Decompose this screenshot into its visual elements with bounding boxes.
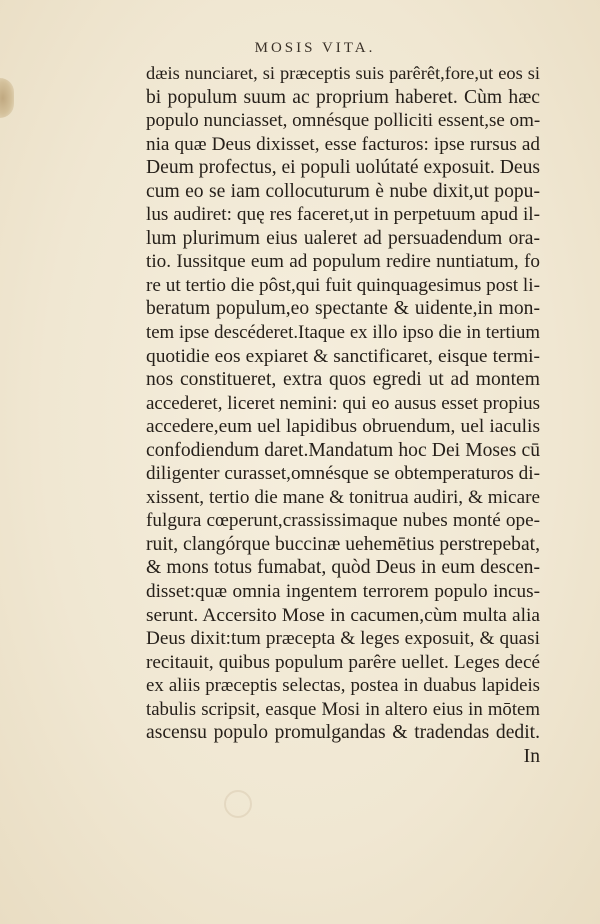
text-line: nia quæ Deus dixisset, esse facturos: ipse rursus ad xyxy=(146,133,540,155)
text-line: beratum populum,eo spectante & uidente,in mon- xyxy=(146,298,540,320)
text-line: confodiendum daret.Mandatum hoc Dei Moses cū xyxy=(146,439,540,461)
text-line: xissent, tertio die mane & tonitrua audiri, & micare xyxy=(146,486,540,508)
text-line: Deum profectus, ei populi uolútaté exposuit. Deus xyxy=(146,157,540,179)
text-line: & mons totus fumabat, quòd Deus in eum descen- xyxy=(146,557,540,579)
text-line: tabulis scripsit, easque Mosi in altero eius in mōtem xyxy=(146,698,540,720)
text-block xyxy=(146,62,540,769)
text-line: ruit, clangórque buccinæ uehemētius perstrepebat, xyxy=(146,533,540,555)
text-line: ascensu populo promulgandas & tradendas dedit. xyxy=(146,722,540,744)
text-line: Deus dixit:tum præcepta & leges exposuit, & quasi xyxy=(146,628,540,650)
paper-stain xyxy=(224,790,252,818)
catchword: In xyxy=(523,745,540,767)
text-line: accedere,eum uel lapidibus obruendum, uel iaculis xyxy=(146,416,540,438)
text-line: recitauit, quibus populum parêre uellet. Leges decé xyxy=(146,651,540,673)
text-line: disset:quæ omnia ingentem terrorem populo incus- xyxy=(146,581,540,603)
text-line: nos constitueret, extra quos egredi ut ad montem xyxy=(146,369,540,391)
text-line: diligenter curasset,omnésque se obtemperaturos di- xyxy=(146,463,540,485)
text-line: populo nunciasset, omnésque polliciti essent,se om- xyxy=(146,110,541,132)
text-line: tem ipse descéderet.Itaque ex illo ipso die in tertium xyxy=(146,322,540,344)
running-head: MOSIS VITA. xyxy=(254,40,376,56)
text-line: ex aliis præceptis selectas, postea in duabus lapideis xyxy=(146,675,540,697)
text-line: dæis nunciaret, si præceptis suis parêrêt,fore,ut eos si xyxy=(146,63,540,83)
text-line: accederet, liceret nemini: qui eo ausus esset propius xyxy=(146,392,540,414)
text-line: lum plurimum eius ualeret ad persuadendum ora- xyxy=(146,227,540,249)
page-edge-stain xyxy=(0,78,14,118)
text-line: quotidie eos expiaret & sanctificaret, eisque termi- xyxy=(146,345,540,367)
text-line: serunt. Accersito Mose in cacumen,cùm multa alia xyxy=(146,604,540,626)
text-line: cum eo se iam collocuturum è nube dixit,ut popu- xyxy=(146,180,540,202)
text-line: lus audiret: quę res faceret,ut in perpetuum apud il- xyxy=(146,204,540,226)
text-line: bi populum suum ac proprium haberet. Cùm hæc xyxy=(146,86,540,108)
text-line: fulgura cœperunt,crassissimaque nubes monté ope- xyxy=(146,510,540,532)
text-line: re ut tertio die pôst,qui fuit quinquagesimus post li- xyxy=(146,274,540,296)
text-line: tio. Iussitque eum ad populum redire nuntiatum, fo xyxy=(146,251,540,273)
